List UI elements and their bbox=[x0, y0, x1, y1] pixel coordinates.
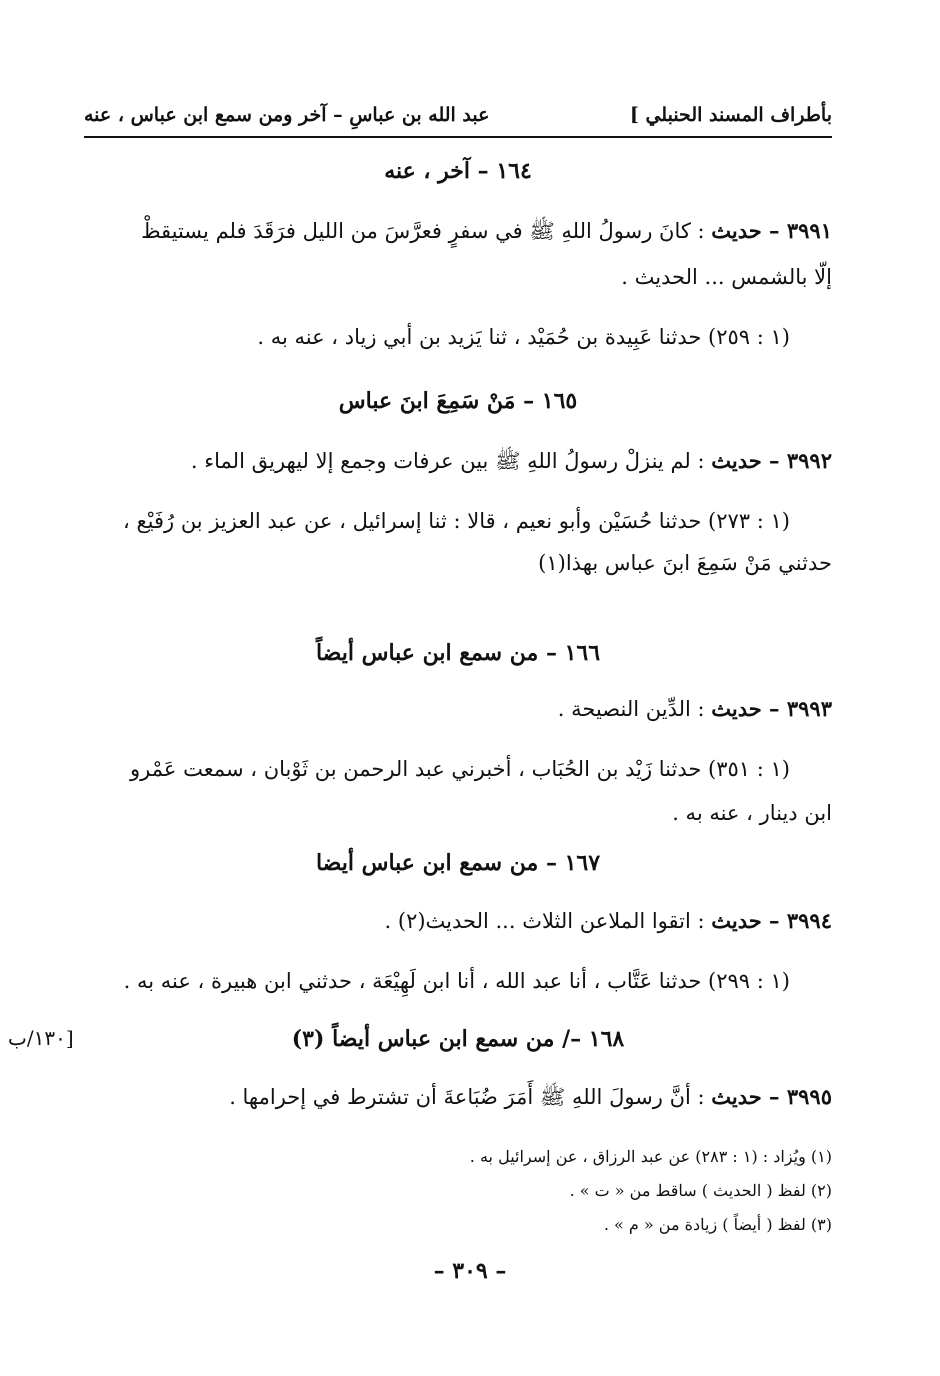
running-header bbox=[84, 100, 832, 138]
header-chapter-title: عبد الله بن عباسِ – آخر ومن سمع ابن عباس ، عنه bbox=[84, 104, 490, 126]
hadith-text: : أنَّ رسولَ اللهِ ﷺ أَمَرَ ضُبَاعةَ أن تشترط في إحرامها . bbox=[229, 1085, 705, 1109]
hadith-number: ٣٩٩٤ – حديث bbox=[711, 908, 832, 933]
footnote-2: (٢) لفظ ( الحديث ) ساقط من « ت » . bbox=[569, 1181, 832, 1200]
section-title-167: ١٦٧ – من سمع ابن عباس أيضا bbox=[315, 850, 601, 876]
margin-folio-note: [١٣٠/ب bbox=[8, 1026, 74, 1050]
footnote-1: (١) ويُزاد : (١ : ٢٨٣) عن عبد الرزاق ، عن إسرائيل به . bbox=[469, 1147, 832, 1166]
section-title-164: ١٦٤ – آخر ، عنه bbox=[384, 158, 532, 184]
hadith-text: : لم ينزلْ رسولُ اللهِ ﷺ بين عرفات وجمع إلا ليهريق الماء . bbox=[190, 449, 705, 473]
hadith-text-continued: إلّا بالشمس ... الحديث . bbox=[621, 265, 832, 289]
isnad-3991: (١ : ٢٥٩) حدثنا عَبِيدة بن حُمَيْد ، ثنا يَزيد بن أبي زياد ، عنه به . bbox=[257, 325, 790, 349]
hadith-3993 bbox=[84, 694, 832, 724]
hadith-3992 bbox=[84, 446, 832, 476]
isnad-3993-continued: ابن دينار ، عنه به . bbox=[672, 801, 832, 825]
hadith-3995 bbox=[84, 1082, 832, 1112]
hadith-number: ٣٩٩٣ – حديث bbox=[711, 696, 832, 721]
section-title-168: ١٦٨ –/ من سمع ابن عباس أيضاً (٣) bbox=[291, 1026, 625, 1052]
section-title-165: ١٦٥ – مَنْ سَمِعَ ابنَ عباس bbox=[338, 388, 578, 414]
header-book-title: بأطراف المسند الحنبلي ] bbox=[629, 104, 832, 126]
hadith-text: : كانَ رسولُ اللهِ ﷺ في سفرٍ فعرَّسَ من الليل فرَقَدَ فلم يستيقظْ bbox=[141, 219, 705, 243]
hadith-number: ٣٩٩٢ – حديث bbox=[711, 448, 832, 473]
hadith-number: ٣٩٩٥ – حديث bbox=[711, 1084, 832, 1109]
footnote-3: (٣) لفظ ( أيضاً ) زيادة من « م » . bbox=[603, 1215, 832, 1234]
section-title-166: ١٦٦ – من سمع ابن عباس أيضاً bbox=[315, 640, 601, 666]
page-number: – ٣٠٩ – bbox=[433, 1258, 507, 1284]
isnad-3992-continued: حدثني مَنْ سَمِعَ ابنَ عباس بهذا(١) bbox=[538, 551, 832, 575]
hadith-3994 bbox=[84, 906, 832, 936]
hadith-text: : اتقوا الملاعن الثلاث ... الحديث(٢) . bbox=[384, 909, 705, 933]
isnad-3994: (١ : ٢٩٩) حدثنا عَتَّاب ، أنا عبد الله ، أنا ابن لَهِيْعَة ، حدثني ابن هبيرة ، عنه به . bbox=[123, 969, 790, 993]
hadith-3991 bbox=[84, 216, 832, 246]
hadith-number: ٣٩٩١ – حديث bbox=[711, 218, 832, 243]
hadith-text: : الدِّين النصيحة . bbox=[557, 697, 705, 721]
isnad-3993: (١ : ٣٥١) حدثنا زَيْد بن الحُبَاب ، أخبرني عبد الرحمن بن ثَوْبان ، سمعت عَمْرو bbox=[130, 757, 790, 781]
isnad-3992: (١ : ٢٧٣) حدثنا حُسَيْن وأبو نعيم ، قالا : ثنا إسرائيل ، عن عبد العزيز بن رُفَيْع ، bbox=[123, 509, 790, 533]
